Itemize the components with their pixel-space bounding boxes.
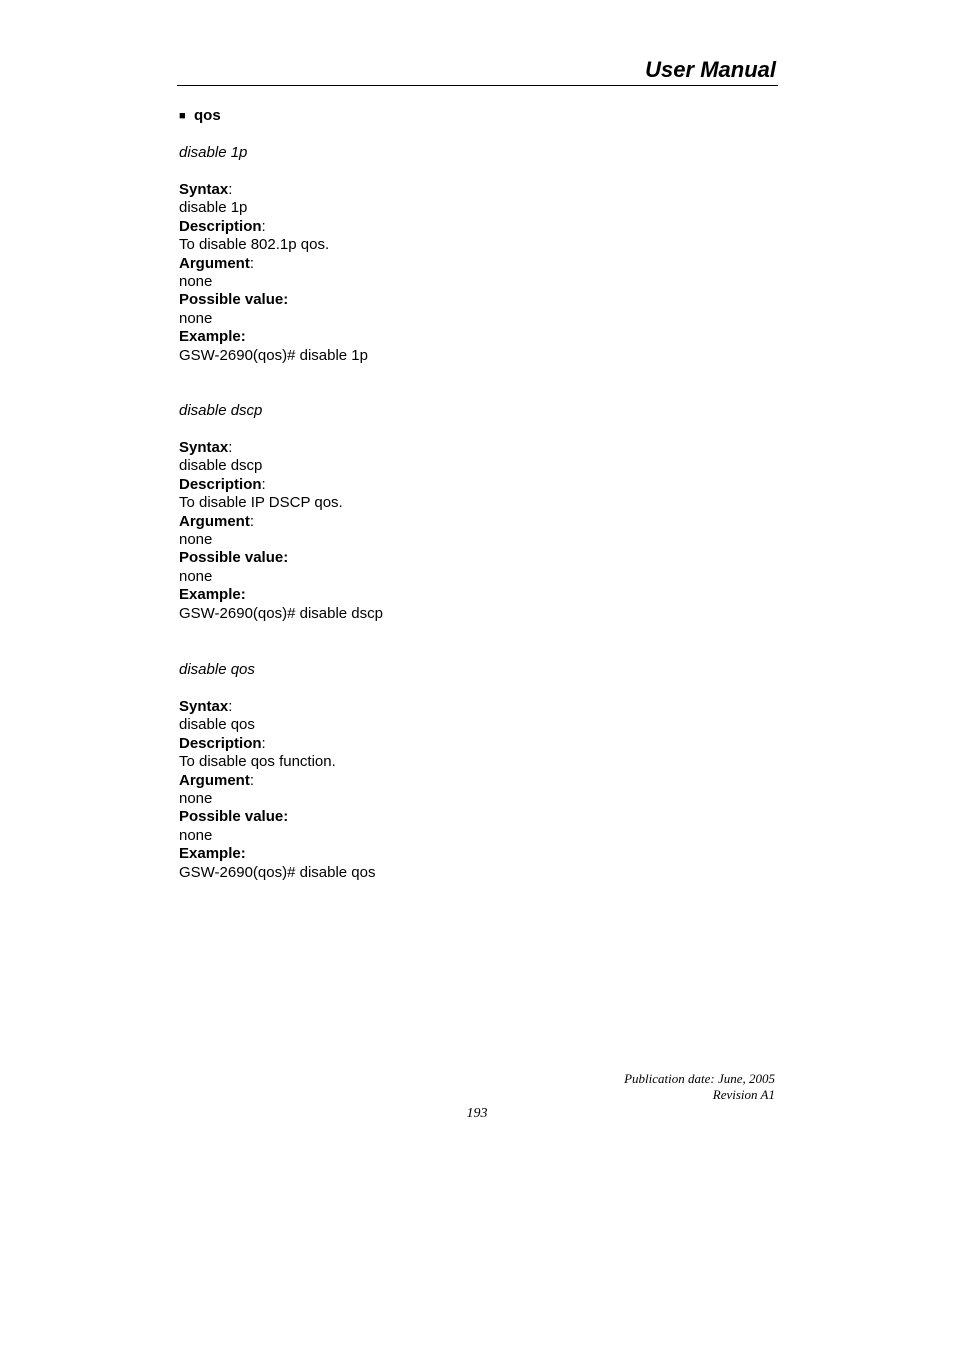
- description-value: To disable qos function.: [179, 753, 336, 771]
- command-title: disable qos: [179, 661, 255, 678]
- example-label: Example:: [179, 845, 246, 863]
- possible-value-label: Possible value:: [179, 549, 289, 567]
- description-label: Description: [179, 217, 262, 235]
- description-label: Description: [179, 475, 262, 493]
- syntax-value: disable dscp: [179, 457, 263, 475]
- command-block-disable-dscp: [179, 402, 769, 623]
- syntax-value: disable 1p: [179, 199, 248, 217]
- command-block-disable-qos: [179, 661, 769, 882]
- section-title: qos: [194, 107, 221, 124]
- syntax-label: Syntax: [179, 698, 229, 715]
- possible-value-label: Possible value:: [179, 291, 289, 309]
- description-label: Description: [179, 734, 262, 752]
- command-fields: Syntax: disable dscp Description: To disable IP DSCP qos. Argument: none Possible value: none Example: GSW-2690(qos)# disable dscp: [179, 439, 769, 623]
- command-title: disable dscp: [179, 402, 263, 419]
- example-value: GSW-2690(qos)# disable dscp: [179, 604, 383, 622]
- argument-value: none: [179, 272, 213, 290]
- command-fields: Syntax: disable 1p Description: To disable 802.1p qos. Argument: none Possible value: none Example: GSW-2690(qos)# disable 1p: [179, 181, 769, 365]
- square-bullet-icon: ■: [179, 110, 186, 122]
- possible-value-label: Possible value:: [179, 808, 289, 826]
- example-label: Example:: [179, 586, 246, 604]
- command-fields: Syntax: disable qos Description: To disable qos function. Argument: none Possible value: none Example: GSW-2690(qos)# disable qos: [179, 698, 769, 882]
- argument-value: none: [179, 530, 213, 548]
- revision: Revision A1: [712, 1087, 775, 1102]
- possible-value: none: [179, 826, 213, 844]
- example-label: Example:: [179, 328, 246, 346]
- page-content: [179, 106, 769, 881]
- description-value: To disable 802.1p qos.: [179, 236, 330, 254]
- possible-value: none: [179, 309, 213, 327]
- section-heading: [179, 106, 769, 126]
- possible-value: none: [179, 567, 213, 585]
- syntax-value: disable qos: [179, 716, 255, 734]
- command-title: disable 1p: [179, 144, 248, 161]
- syntax-label: Syntax: [179, 439, 229, 456]
- command-block-disable-1p: [179, 144, 769, 365]
- argument-value: none: [179, 789, 213, 807]
- example-value: GSW-2690(qos)# disable 1p: [179, 346, 368, 364]
- page-header-title: User Manual: [645, 57, 776, 82]
- page-number: 193: [466, 1106, 488, 1121]
- example-value: GSW-2690(qos)# disable qos: [179, 863, 376, 881]
- header-rule: [177, 85, 778, 86]
- description-value: To disable IP DSCP qos.: [179, 494, 343, 512]
- publication-date: Publication date: June, 2005: [624, 1071, 775, 1086]
- argument-label: Argument: [179, 512, 250, 530]
- footer-publication-info: [624, 1071, 775, 1103]
- argument-label: Argument: [179, 254, 250, 272]
- argument-label: Argument: [179, 771, 250, 789]
- syntax-label: Syntax: [179, 181, 229, 198]
